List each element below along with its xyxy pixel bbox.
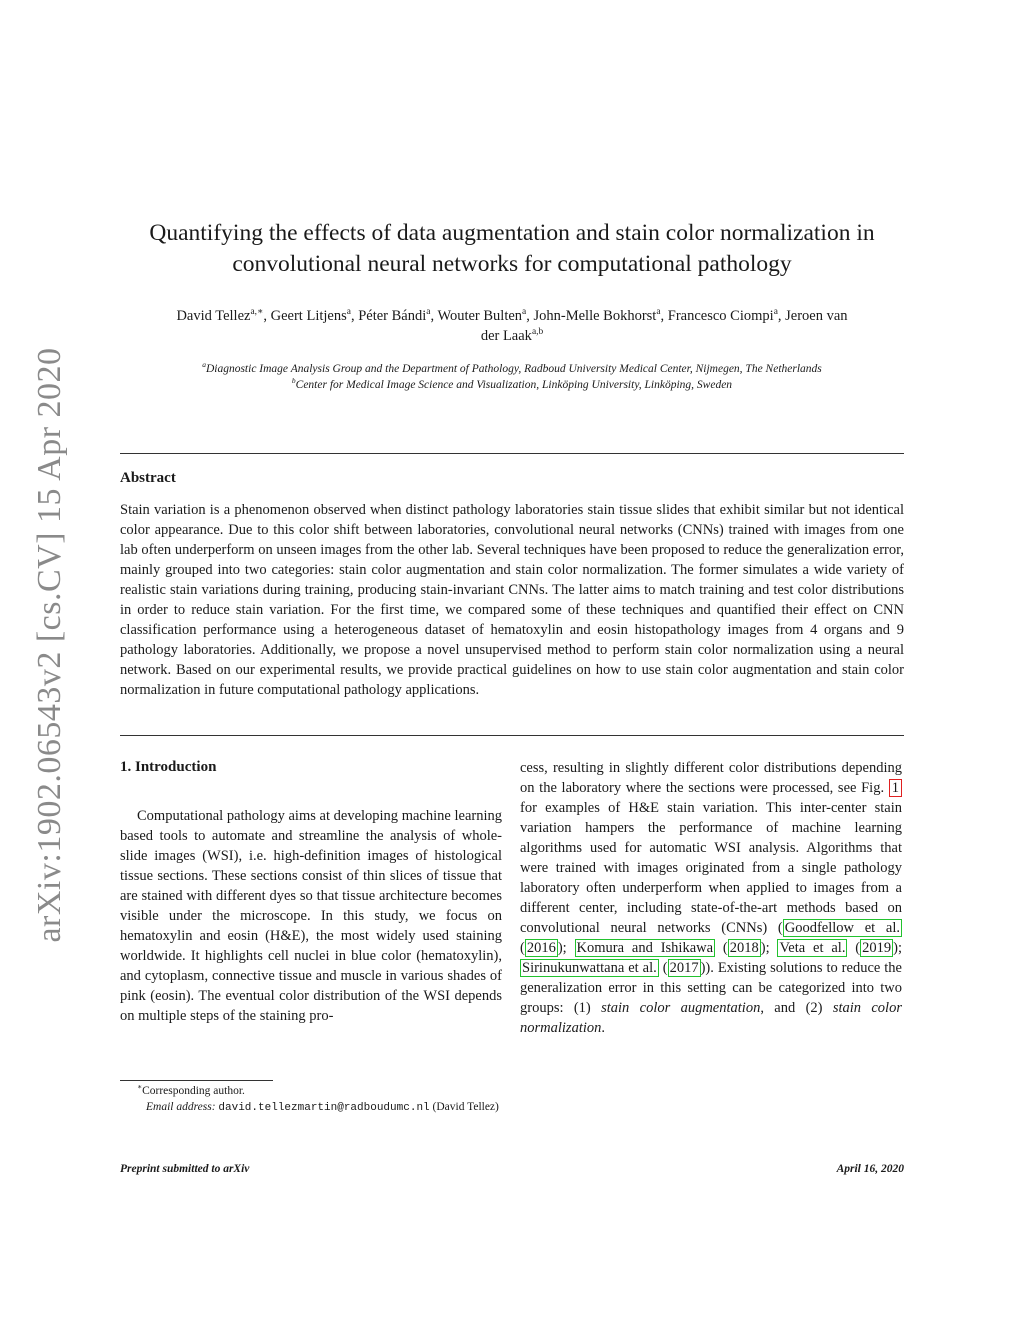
- affil-mark: b: [291, 376, 296, 386]
- intro-text: ). Existing solutions to reduce the generalization error in this setting can be categorized into two groups: (1): [520, 960, 902, 1016]
- footer-left: Preprint submitted to arXiv: [120, 1163, 250, 1175]
- author-name: Jeroen van: [785, 308, 848, 324]
- email-address[interactable]: david.tellezmartin@radboudumc.nl: [218, 1102, 430, 1114]
- citation-link[interactable]: Goodfellow et al.: [784, 920, 900, 936]
- citation-year-link[interactable]: 2016: [526, 940, 556, 956]
- arxiv-side-stamp: arXiv:1902.06543v2 [cs.CV] 15 Apr 2020: [31, 347, 68, 943]
- citation-year-link[interactable]: 2018: [729, 940, 759, 956]
- affil-mark: a: [202, 360, 206, 370]
- affiliation-text: Diagnostic Image Analysis Group and the Department of Pathology, Radboud University Medical Center, Nijmegen, The Netherlands: [205, 363, 822, 375]
- footnote-rule: [120, 1080, 273, 1081]
- author-list: David Tellez$^{a,∗}$, Geert Litjens$^a$, Péter Bándi$^a$, Wouter Bulten$^a$, John-Melle Bokhorst$^a$, Francesco Ciompi$^a$, Jeroen van der Laak$^{a,b}$: [176, 307, 848, 344]
- section-heading: 1. Introduction: [120, 759, 217, 775]
- affiliation-text: Center for Medical Image Science and Visualization, Linköping University, Linköping, Sweden: [295, 379, 733, 391]
- abstract-heading: Abstract: [120, 470, 176, 486]
- title-line-2: convolutional neural networks for computational pathology: [232, 251, 792, 277]
- email-label: Email address:: [146, 1101, 216, 1113]
- footnote: [120, 1083, 504, 1116]
- paper-title: [120, 218, 904, 280]
- footer-right: April 16, 2020: [836, 1163, 904, 1175]
- intro-text: .: [601, 1020, 605, 1036]
- intro-left-column: [120, 806, 502, 1026]
- intro-right-column: cess, resulting in slightly different color distributions depending on the laboratory where the sections were processed, see Fig. 1 for examples of H&E stain variation. This inter-center stain variation hampers the performance of machine learning algorithms used for automatic WSI analysis. Algorithms that were trained with images originated from a single pathology laboratory often underperform when applied to images from a different center, including state-of-the-art methods based on convolutional neural networks (CNNs) ( Goodfellow et al. ( 2016 ); Komura and Ishikawa ( 2018 ); Veta et al. ( 2019 ); Sirinukunwattana et al. ( 2017 )). Existing solutions to reduce the generalization error in this setting can be categorized into two groups: (1) stain color augmentation, and (2) stain color normalization.: [520, 760, 902, 1036]
- author-affil-mark: a: [346, 307, 351, 318]
- author-name: Péter Bándi: [358, 308, 427, 324]
- citation-year-link[interactable]: 2019: [862, 940, 892, 956]
- intro-text: cess, resulting in slightly different color distributions depending on the laboratory where the sections were processed, see Fig.: [520, 760, 902, 796]
- affiliation-a: [120, 361, 904, 377]
- emphasis-augmentation: stain color augmentation: [601, 1000, 761, 1016]
- title-line-1: Quantifying the effects of data augmentation and stain color normalization in: [149, 220, 875, 246]
- affiliation-b: [120, 377, 904, 393]
- footnote-text: Corresponding author.: [142, 1085, 245, 1097]
- top-rule: [120, 453, 904, 454]
- citation-year-link[interactable]: 2017: [669, 960, 699, 976]
- author-name: Francesco Ciompi: [667, 308, 774, 324]
- footnote-corresponding: [120, 1083, 504, 1099]
- intro-text: for examples of H&E stain variation. This inter-center stain variation hampers the performance of machine learning algorithms used for automatic WSI analysis. Algorithms that were trained with images originated from a single pathology laboratory often underperform when applied to images from a different center, including state-of-the-art methods based on convolutional neural networks (CNNs) (: [520, 800, 902, 936]
- author-affil-mark: a: [426, 307, 431, 318]
- author-name: David Tellez: [176, 308, 251, 324]
- intro-paragraph: Computational pathology aims at developing machine learning based tools to automate and streamline the analysis of whole-slide images (WSI), i.e. high-definition images of histological tissue sections. These sections consist of thin slices of tissue that are stained with different dyes so that tissue architecture becomes visible under the microscope. In this study, we focus on hematoxylin and eosin (H&E), the most widely used staining worldwide. It highlights cell nuclei in blue color (hematoxylin), and cytoplasm, connective tissue and muscle in various shades of pink (eosin). The eventual color distribution of the WSI depends on multiple steps of the staining pro-: [120, 808, 502, 1024]
- author-name: Geert Litjens: [270, 308, 347, 324]
- footnote-mark: ∗: [137, 1082, 143, 1092]
- author-affil-mark: a: [656, 307, 661, 318]
- author-affil-mark: a,b: [531, 327, 544, 338]
- citation-link[interactable]: Sirinukunwattana et al.: [522, 960, 657, 976]
- emphasis-normalization: stain color normalization: [520, 1000, 902, 1036]
- affiliations: [120, 361, 904, 393]
- author-name: der Laak: [480, 328, 532, 344]
- author-name: Wouter Bulten: [437, 308, 523, 324]
- figure-link[interactable]: 1: [889, 779, 902, 797]
- intro-text: , and (2): [760, 1000, 833, 1016]
- author-affil-mark: a,∗: [250, 307, 264, 318]
- citation-link[interactable]: Veta et al.: [779, 940, 846, 956]
- author-name: John-Melle Bokhorst: [533, 308, 657, 324]
- abstract-text: Stain variation is a phenomenon observed when distinct pathology laboratories stain tissue slides that exhibit similar but not identical color appearance. Due to this color shift between laboratories, convolutional neural networks (CNNs) trained with images from one lab often underperform on unseen images from the other lab. Several techniques have been proposed to reduce the generalization error, mainly grouped into two categories: stain color augmentation and stain color normalization. The former simulates a wide variety of realistic stain variations during training, producing stain-invariant CNNs. The latter aims to match training and test color distributions in order to reduce stain variation. For the first time, we compared some of these techniques and quantified their effect on CNN classification performance using a heterogeneous dataset of hematoxylin and eosin histopathology images from 4 organs and 9 pathology laboratories. Additionally, we propose a novel unsupervised method to perform stain color normalization using a neural network. Based on our experimental results, we provide practical guidelines on how to use stain color augmentation and stain color normalization in future computational pathology applications.: [120, 502, 904, 698]
- author-affil-mark: a: [522, 307, 527, 318]
- footnote-text: (David Tellez): [432, 1101, 499, 1113]
- bottom-rule: [120, 735, 904, 736]
- citation-link[interactable]: Komura and Ishikawa: [576, 940, 714, 956]
- footnote-email-line: [120, 1099, 504, 1116]
- author-affil-mark: a: [773, 307, 778, 318]
